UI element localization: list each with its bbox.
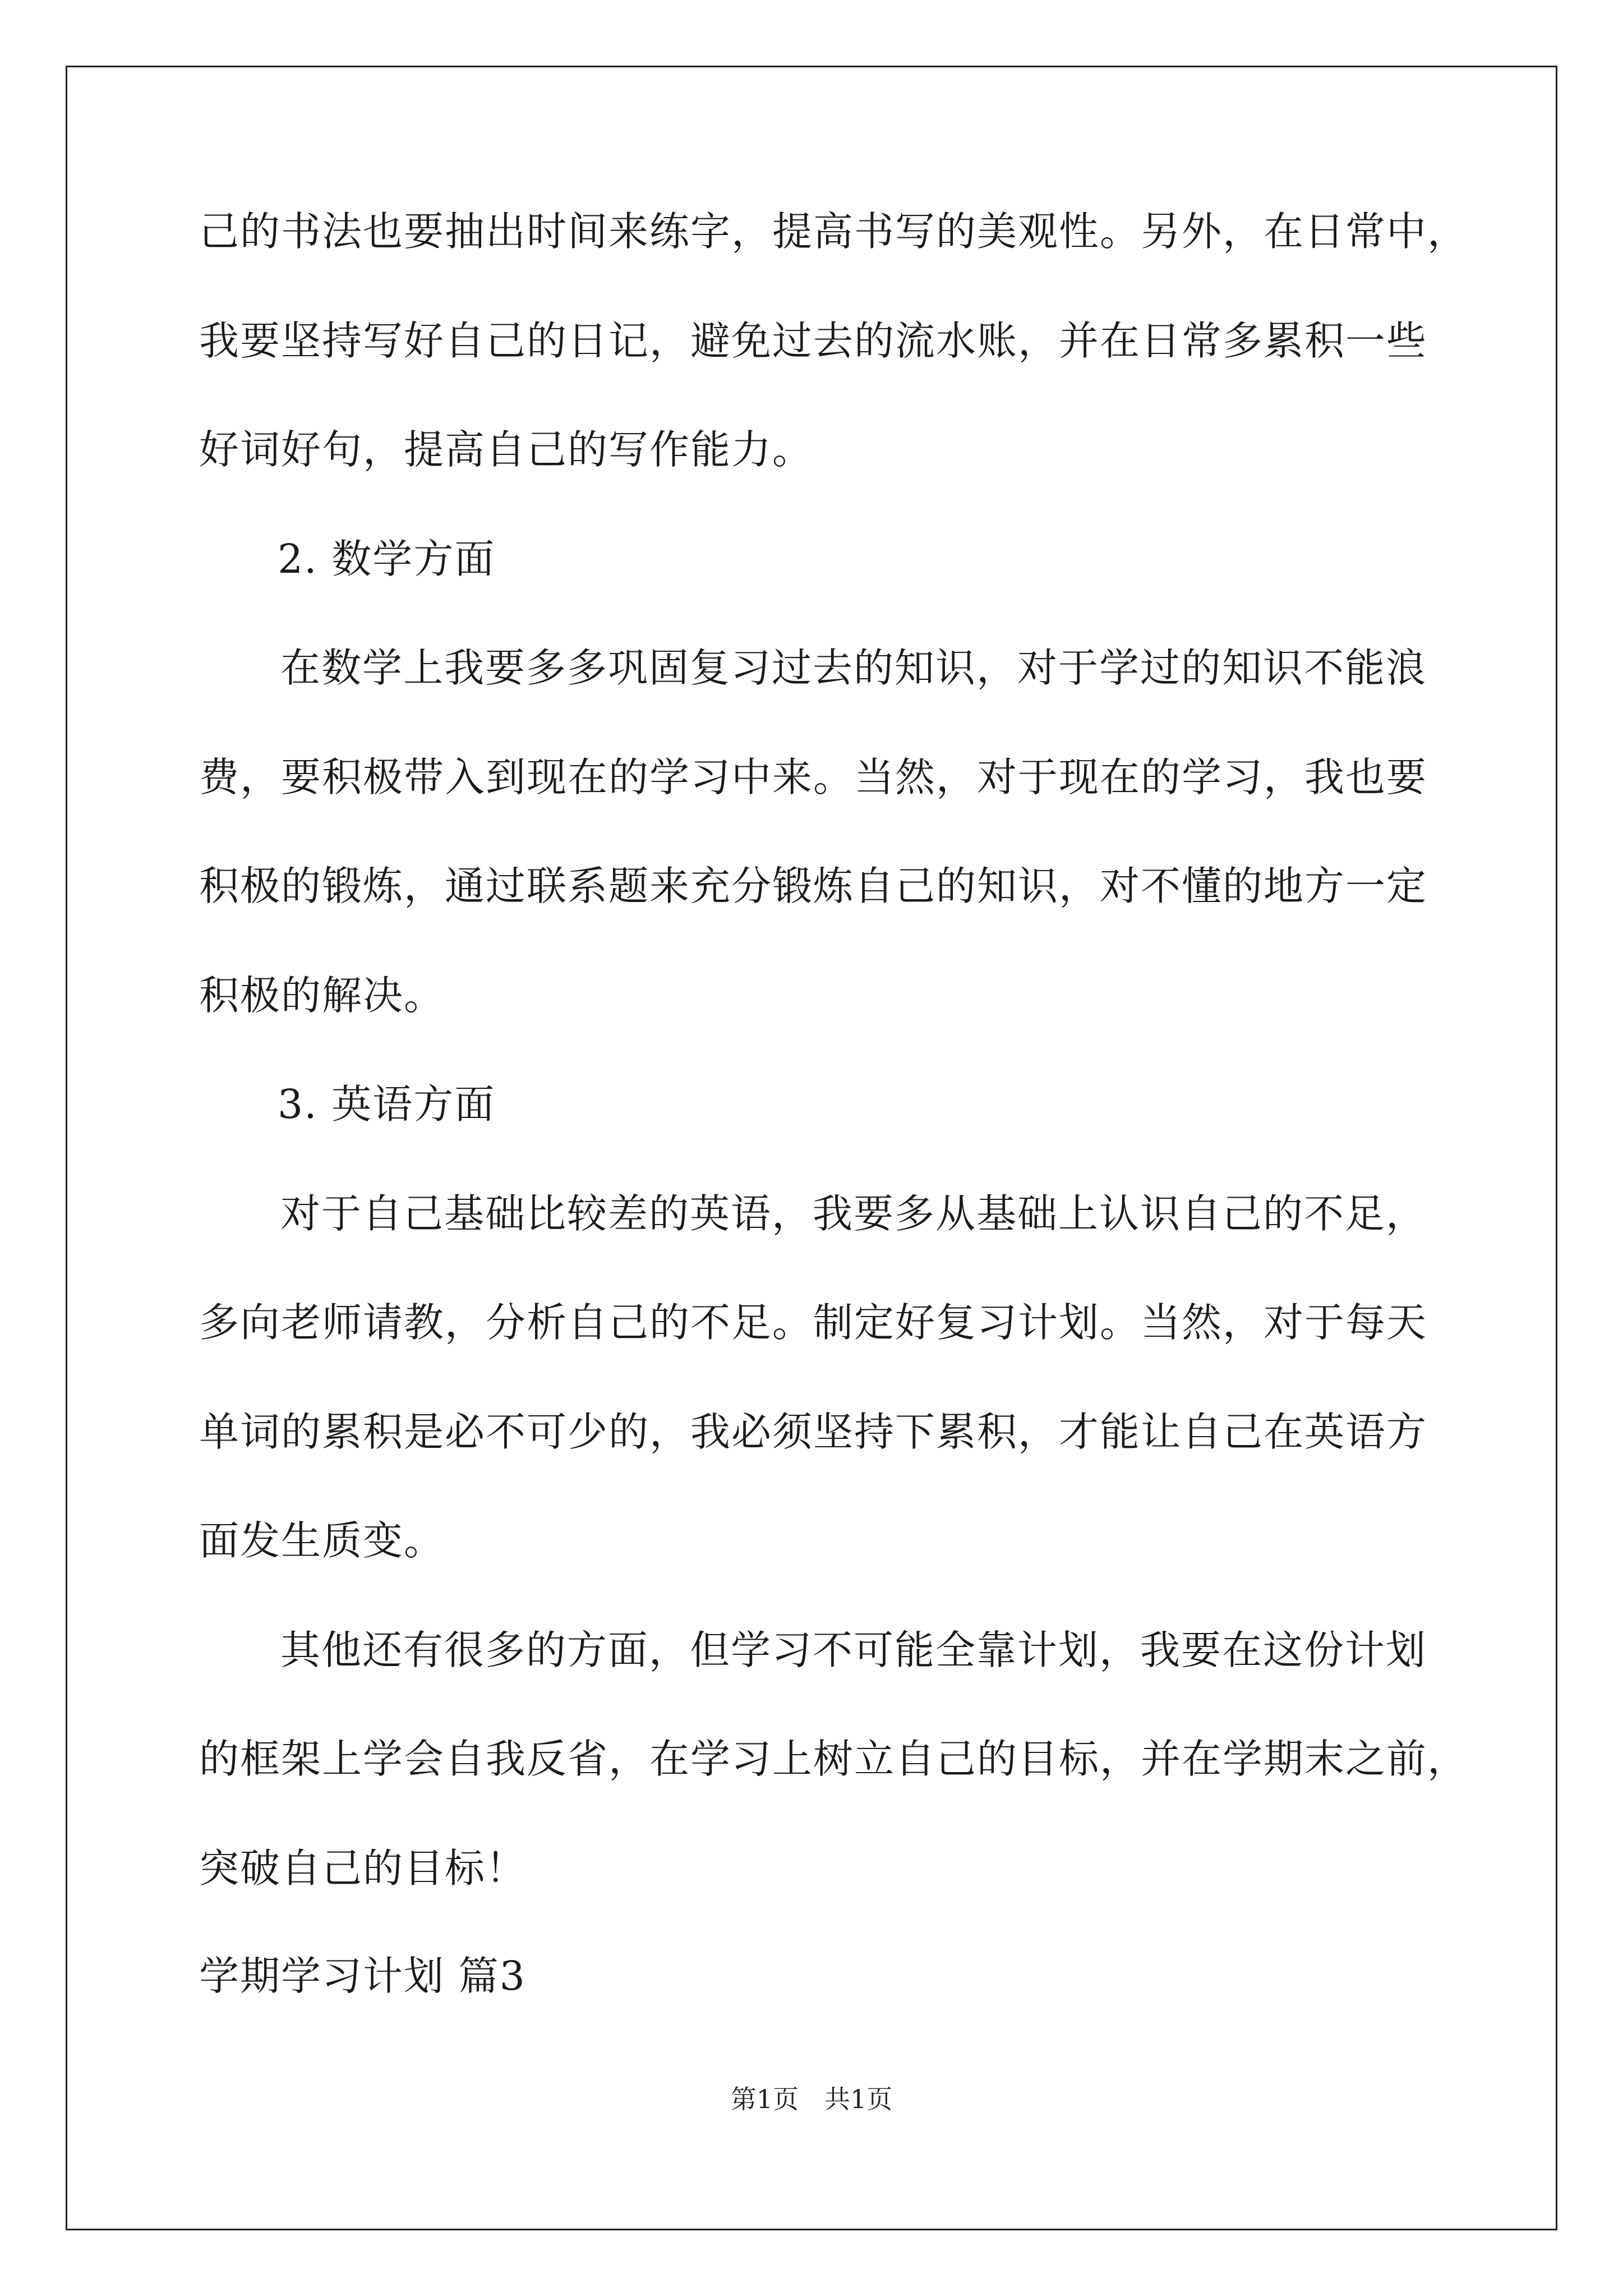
section-title: 学期学习计划 篇3 <box>199 1953 526 1999</box>
paragraph-line: 其他还有很多的方面，但学习不可能全靠计划，我要在这份计划 <box>280 1627 1427 1673</box>
paragraph-line: 多向老师请教，分析自己的不足。制定好复习计划。当然，对于每天 <box>199 1299 1428 1346</box>
paragraph-line: 对于自己基础比较差的英语，我要多从基础上认识自己的不足， <box>280 1190 1427 1237</box>
page-footer: 第1页 共1页 <box>730 2084 893 2114</box>
section-heading-math: 2. 数学方面 <box>278 536 496 582</box>
paragraph-line: 我要坚持写好自己的日记，避免过去的流水账，并在日常多累积一些 <box>199 318 1428 364</box>
paragraph-line: 积极的解决。 <box>199 972 445 1019</box>
paragraph-line: 好词好句，提高自己的写作能力。 <box>199 426 814 473</box>
paragraph-line: 在数学上我要多多巩固复习过去的知识，对于学过的知识不能浪 <box>280 645 1427 691</box>
paragraph-line: 费，要积极带入到现在的学习中来。当然，对于现在的学习，我也要 <box>199 754 1428 800</box>
paragraph-line: 的框架上学会自我反省，在学习上树立自己的目标，并在学期末之前， <box>199 1736 1469 1782</box>
paragraph-line: 突破自己的目标！ <box>199 1845 527 1892</box>
paragraph-line: 积极的锻炼，通过联系题来充分锻炼自己的知识，对不懂的地方一定 <box>199 863 1428 909</box>
paragraph-line: 己的书法也要抽出时间来练字，提高书写的美观性。另外，在日常中， <box>199 208 1469 255</box>
paragraph-line: 面发生质变。 <box>199 1517 445 1564</box>
paragraph-line: 单词的累积是必不可少的，我必须坚持下累积，才能让自己在英语方 <box>199 1409 1428 1455</box>
page-border <box>66 66 1557 2230</box>
section-heading-english: 3. 英语方面 <box>278 1081 496 1128</box>
